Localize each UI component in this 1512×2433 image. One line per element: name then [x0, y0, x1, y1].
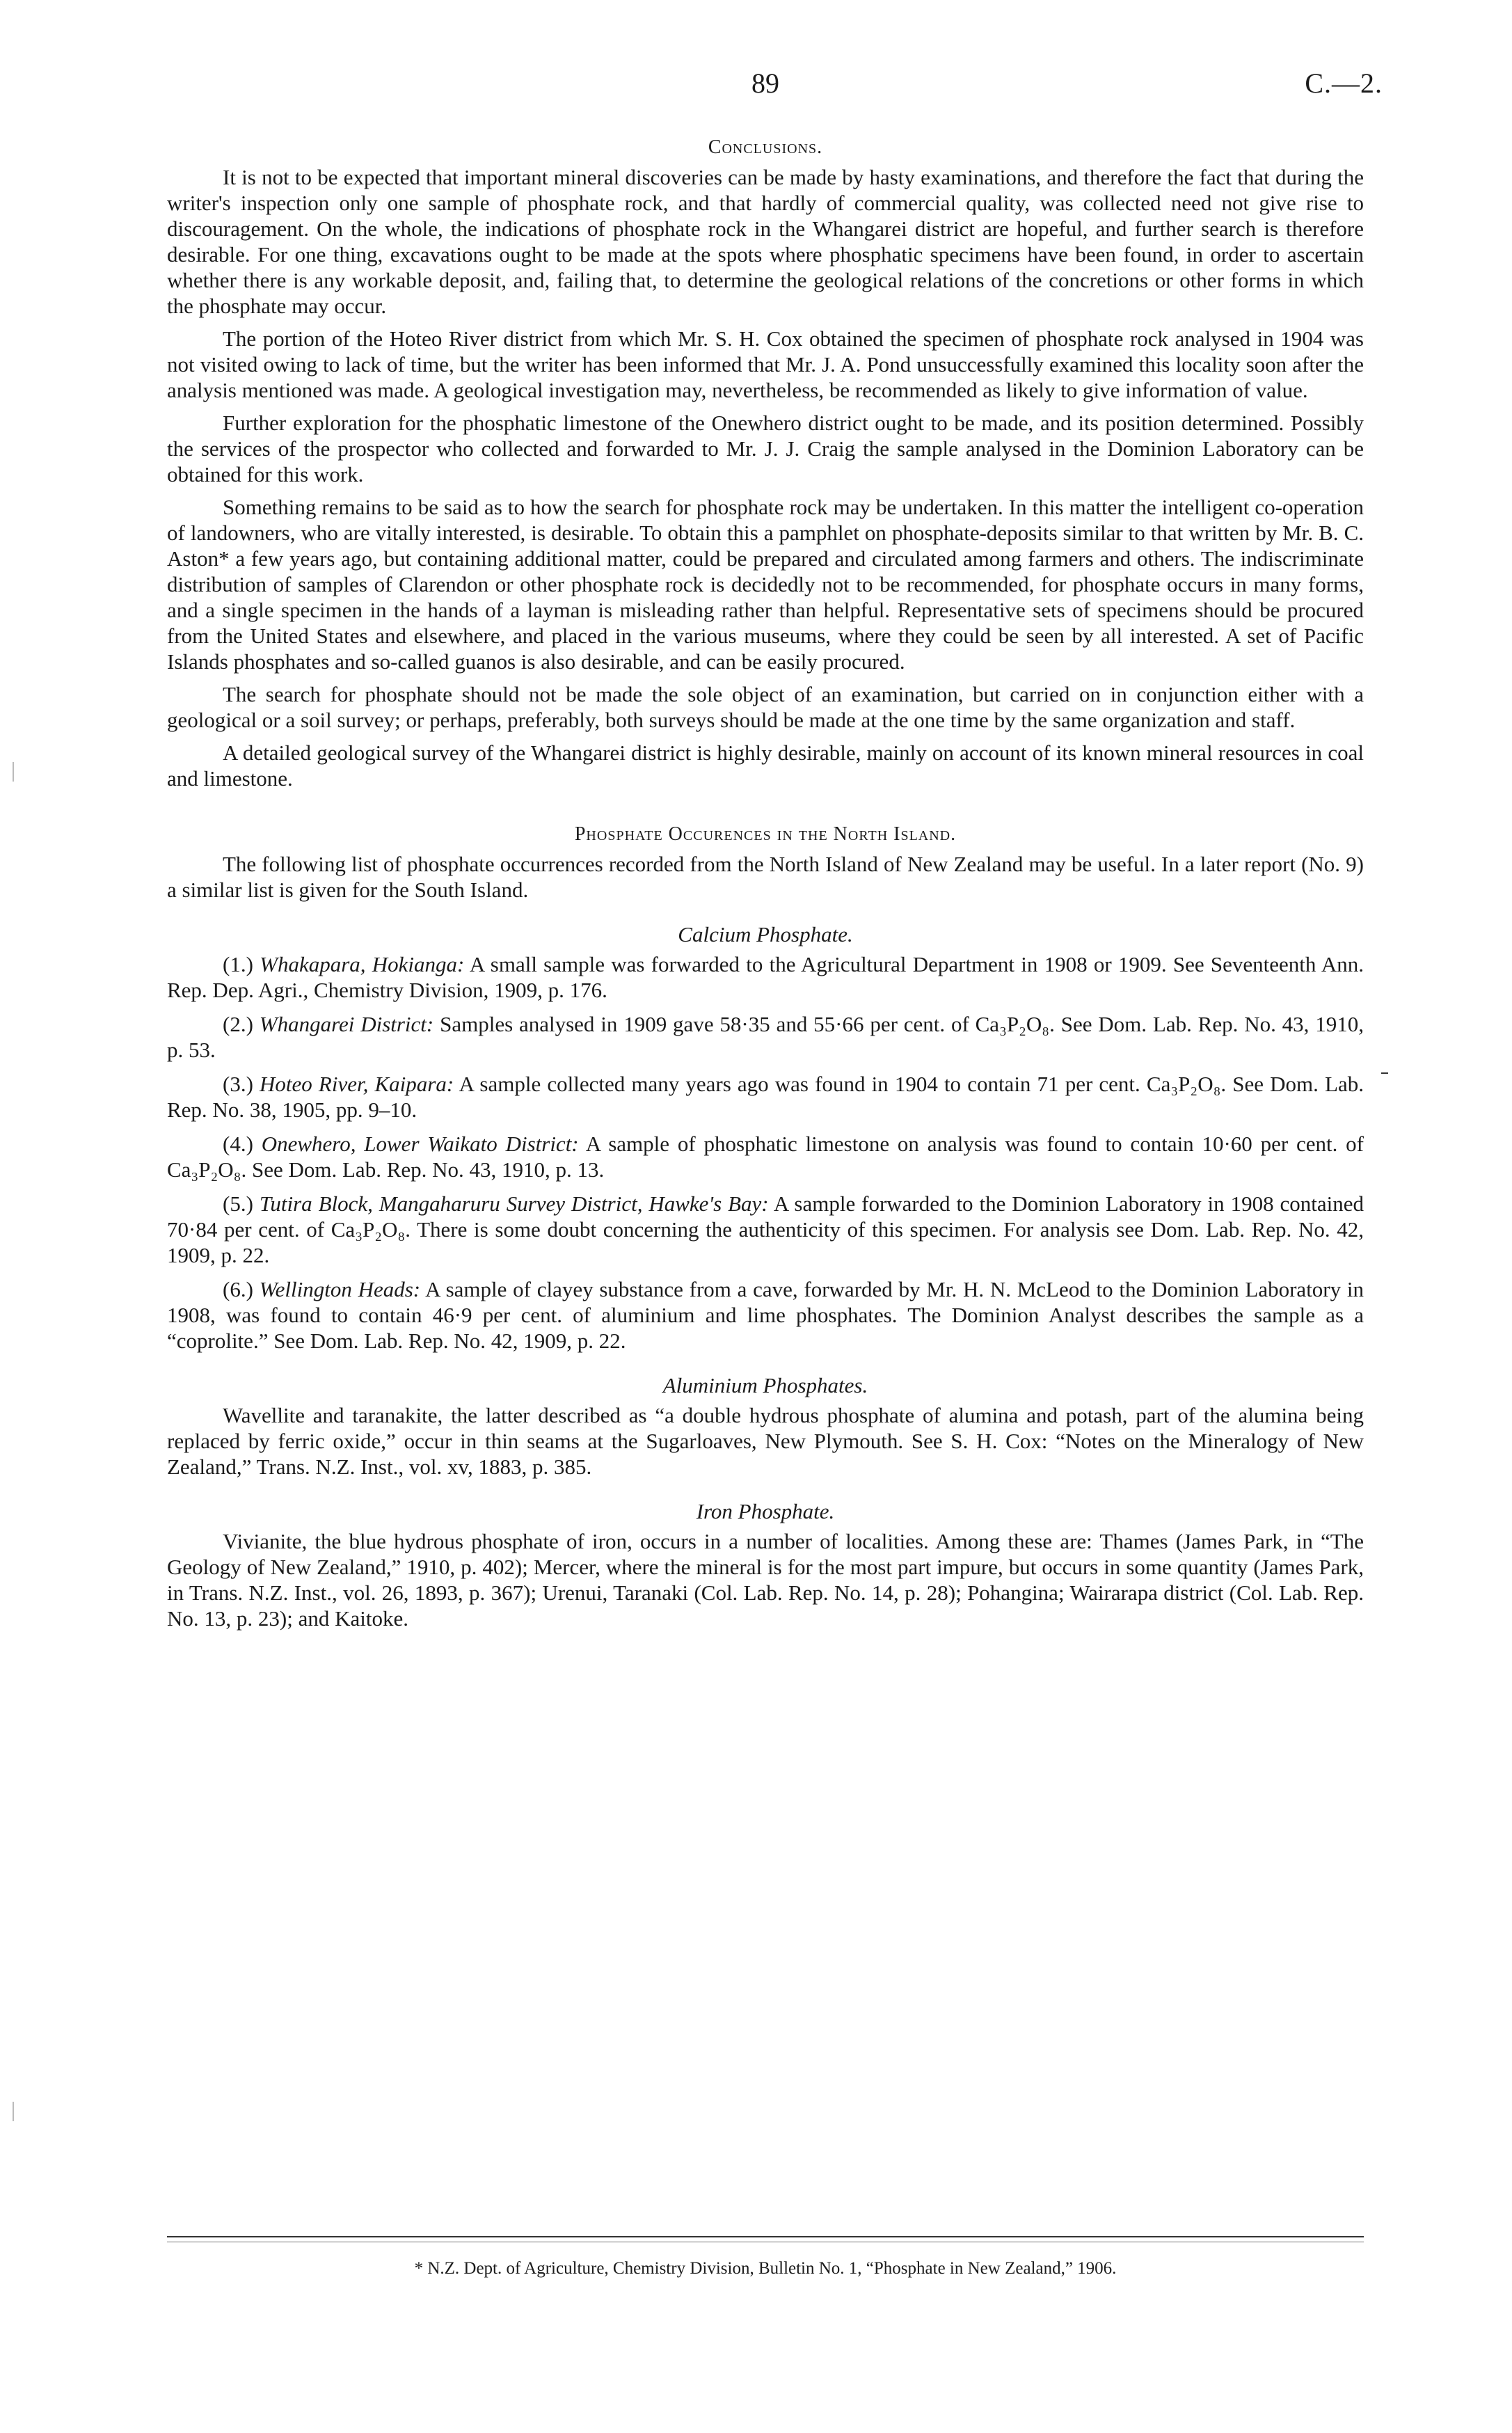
list-item: (5.) Tutira Block, Mangaharuru Survey District, Hawke's Bay: A sample forwarded to the Dominion Laboratory in 1908 contained 70·84 per cent. of Ca₃P₂O₈. There is some doubt concerning the authenticity of this specimen. For analysis see Dom. Lab. Rep. No. 42, 1909, p. 22. — [167, 1191, 1364, 1267]
paragraph: Vivianite, the blue hydrous phosphate of iron, occurs in a number of localities. Among these are: Thames (James Park, in “The Geology of New Zealand,” 1910, p. 402); Mercer, where the mineral is for the most part impure, but occurs in some quantity (James Park, in Trans. N.Z. Inst., vol. 26, 1893, p. 367); Urenui, Taranaki (Col. Lab. Rep. No. 14, p. 28); Pohangina; Wairarapa district (Col. Lab. Rep. No. 13, p. 23); and Kaitoke. — [167, 1529, 1364, 1631]
page-header — [0, 67, 1512, 109]
document-code: C.—2. — [1305, 68, 1383, 99]
paragraph: The following list of phosphate occurrences recorded from the North Island of New Zealand may be useful. In a later report (No. 9) a similar list is given for the South Island. — [167, 852, 1364, 902]
iron-phosphate-heading: Iron Phosphate. — [696, 1499, 835, 1523]
list-item: (6.) Wellington Heads: A sample of clayey substance from a cave, forwarded by Mr. H. N. McLeod to the Dominion Laboratory in 1908, was found to contain 46·9 per cent. of aluminium and lime phosphates. The Dominion Analyst describes the sample as a “coprolite.” See Dom. Lab. Rep. No. 42, 1909, p. 22. — [167, 1277, 1364, 1353]
main-text — [167, 136, 1364, 1638]
scan-mark — [13, 2102, 14, 2121]
paragraph: A detailed geological survey of the Whangarei district is highly desirable, mainly on account of its known mineral resources in coal and limestone. — [167, 740, 1364, 791]
footnote-rule — [167, 2236, 1364, 2237]
margin-mark — [1381, 1072, 1388, 1074]
paragraph: The portion of the Hoteo River district from which Mr. S. H. Cox obtained the specimen of phosphate rock analysed in 1904 was not visited owing to lack of time, but the writer has been informed that Mr. J. A. Pond unsuccessfully examined this locality soon after the analysis mentioned was made. A geological investigation may, nevertheless, be recommended as likely to give information of value. — [167, 326, 1364, 402]
list-item: (4.) Onewhero, Lower Waikato District: A sample of phosphatic limestone on analysis was found to contain 10·60 per cent. of Ca₃P₂O₈. See Dom. Lab. Rep. No. 43, 1910, p. 13. — [167, 1132, 1364, 1182]
list-item: (2.) Whangarei District: Samples analysed in 1909 gave 58·35 and 55·66 per cent. of Ca₃P₂O₈. See Dom. Lab. Rep. No. 43, 1910, p. 53. — [167, 1012, 1364, 1062]
footnote: * N.Z. Dept. of Agriculture, Chemistry Division, Bulletin No. 1, “Phosphate in New Zealand,” 1906. — [414, 2259, 1117, 2278]
paragraph: It is not to be expected that important mineral discoveries can be made by hasty examinations, and therefore the fact that during the writer's inspection only one sample of phosphate rock, and that hardly of commercial quality, was collected need not give rise to discouragement. On the whole, the indications of phosphate rock in the Whangarei district are hopeful, and further search is therefore desirable. For one thing, excavations ought to be made at the spots where phosphatic specimens have been found, in order to ascertain whether there is any workable deposit, and, failing that, to determine the geological relations of the concretions or other forms in which the phosphate may occur. — [167, 165, 1364, 318]
paragraph: Wavellite and taranakite, the latter described as “a double hydrous phosphate of alumina and potash, part of the alumina being replaced by ferric oxide,” occur in thin seams at the Sugarloaves, New Plymouth. See S. H. Cox: “Notes on the Mineralogy of New Zealand,” Trans. N.Z. Inst., vol. xv, 1883, p. 385. — [167, 1403, 1364, 1479]
list-item: (3.) Hoteo River, Kaipara: A sample collected many years ago was found in 1904 to contain 71 per cent. Ca₃P₂O₈. See Dom. Lab. Rep. No. 38, 1905, pp. 9–10. — [167, 1072, 1364, 1122]
list-item: (1.) Whakapara, Hokianga: A small sample was forwarded to the Agricultural Department in 1908 or 1909. See Seventeenth Ann. Rep. Dep. Agri., Chemistry Division, 1909, p. 176. — [167, 952, 1364, 1002]
page-number: 89 — [751, 68, 779, 99]
paragraph: The search for phosphate should not be made the sole object of an examination, but carried on in conjunction either with a geological or a soil survey; or perhaps, preferably, both surveys should be made at the one time by the same organization and staff. — [167, 682, 1364, 732]
paragraph: Further exploration for the phosphatic limestone of the Onewhero district ought to be made, and its position determined. Possibly the services of the prospector who collected and forwarded to Mr. J. J. Craig the sample analysed in the Dominion Laboratory can be obtained for this work. — [167, 411, 1364, 486]
calcium-phosphate-heading: Calcium Phosphate. — [678, 922, 853, 946]
scan-mark — [13, 762, 14, 782]
paragraph: Something remains to be said as to how the search for phosphate rock may be undertaken. In this matter the intelligent co-operation of landowners, who are vitally interested, is desirable. To obtain this a pamphlet on phosphate-deposits similar to that written by Mr. B. C. Aston* a few years ago, but containing additional matter, could be prepared and circulated among farmers and others. The indiscriminate distribution of samples of Clarendon or other phosphate rock is decidedly not to be recommended, for phosphate occurs in many forms, and a single specimen in the hands of a layman is misleading rather than helpful. Representative sets of specimens should be procured from the United States and elsewhere, and placed in the various museums, where they could be seen by all interested. A set of Pacific Islands phosphates and so-called guanos is also desirable, and can be easily procured. — [167, 495, 1364, 674]
conclusions-heading: Conclusions. — [708, 136, 823, 158]
occurrences-heading: Phosphate Occurences in the North Island. — [574, 823, 957, 845]
aluminium-phosphates-heading: Aluminium Phosphates. — [662, 1373, 868, 1397]
